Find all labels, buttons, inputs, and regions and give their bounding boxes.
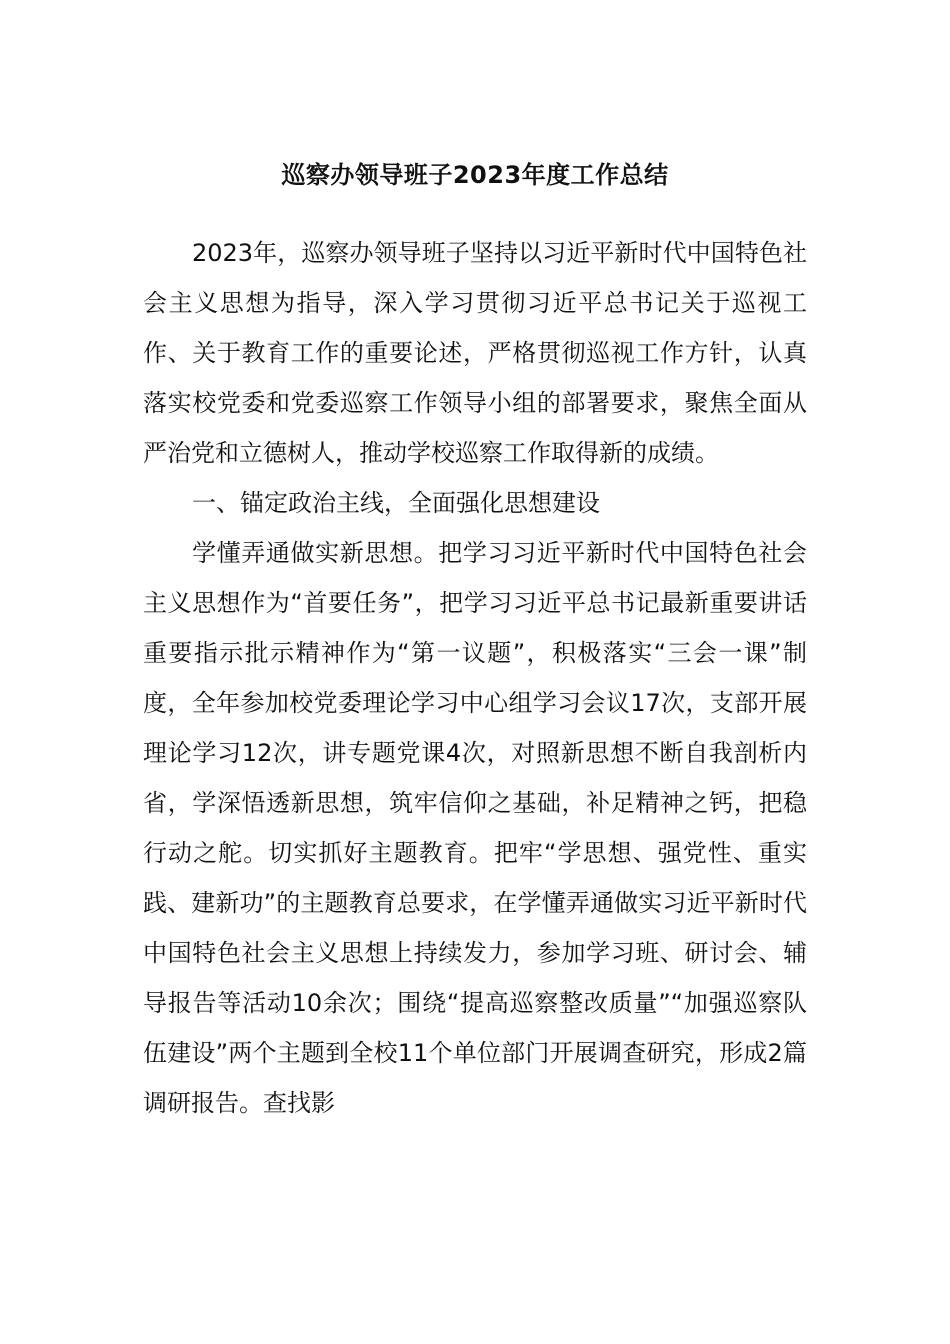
- document-title: 巡察办领导班子2023年度工作总结: [281, 161, 669, 189]
- section-heading-1: 一、锚定政治主线，全面强化思想建设: [192, 489, 600, 517]
- document-body: [143, 228, 807, 1128]
- body-paragraph: 学懂弄通做实新思想。把学习习近平新时代中国特色社会主义思想作为“首要任务”，把学习习近平总书记最新重要讲话重要指示批示精神作为“第一议题”，积极落实“三会一课”制度，全年参加校党委理论学习中心组学习会议17次，支部开展理论学习12次，讲专题党课4次，对照新思想不断自我剖析内省，学深悟透新思想，筑牢信仰之基础，补足精神之钙，把稳行动之舵。切实抓好主题教育。把牢“学思想、强党性、重实践、建新功”的主题教育总要求，在学懂弄通做实习近平新时代中国特色社会主义思想上持续发力，参加学习班、研讨会、辅导报告等活动10余次；围绕“提高巡察整改质量”“加强巡察队伍建设”两个主题到全校11个单位部门开展调查研究，形成2篇调研报告。查找影: [143, 539, 807, 1117]
- intro-paragraph: 2023年，巡察办领导班子坚持以习近平新时代中国特色社会主义思想为指导，深入学习贯彻习近平总书记关于巡视工作、关于教育工作的重要论述，严格贯彻巡视工作方针，认真落实校党委和党委巡察工作领导小组的部署要求，聚焦全面从严治党和立德树人，推动学校巡察工作取得新的成绩。: [143, 239, 807, 467]
